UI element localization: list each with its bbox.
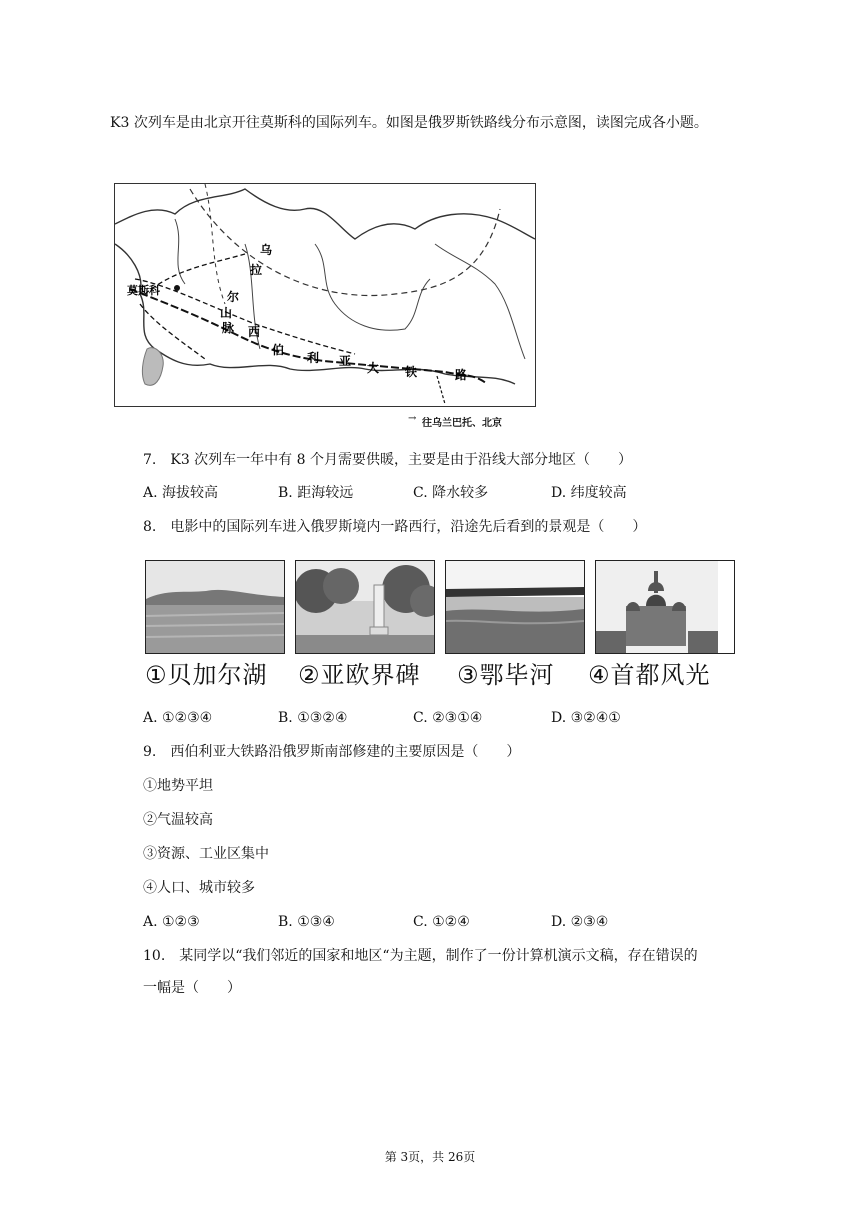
map-label: 伯: [272, 343, 285, 357]
q7-option-d[interactable]: D. 纬度较高: [551, 485, 627, 501]
map-label: 乌: [260, 243, 273, 257]
map-drawing: [115, 184, 535, 406]
q7-option-a[interactable]: A. 海拔较高: [143, 485, 219, 501]
photo-europe-asia-monument: [295, 560, 435, 654]
question-7-stem: 7. K3 次列车一年中有 8 个月需要供暖，主要是由于沿线大部分地区（ ）: [143, 452, 632, 468]
q9-item-1: ①地势平坦: [143, 778, 213, 794]
map-label-moscow: 莫斯科: [127, 284, 160, 297]
q9-option-c[interactable]: C. ①②④: [413, 914, 470, 930]
map-label: 西: [248, 325, 261, 339]
q9-option-b[interactable]: B. ①③④: [278, 914, 335, 930]
photo-baikal-lake: [145, 560, 285, 654]
question-9-stem: 9. 西伯利亚大铁路沿俄罗斯南部修建的主要原因是（ ）: [143, 744, 521, 760]
caption-3: ③鄂毕河: [457, 661, 555, 689]
map-label: 利: [307, 351, 320, 365]
map-label: 铁: [405, 365, 418, 379]
map-label: 山: [220, 306, 233, 320]
map-label: 大: [367, 361, 380, 375]
q8-option-c[interactable]: C. ②③①④: [413, 710, 483, 726]
intro-text: K3 次列车是由北京开往莫斯科的国际列车。如图是俄罗斯铁路线分布示意图，读图完成各小题。: [110, 115, 708, 131]
q7-option-c[interactable]: C. 降水较多: [413, 485, 489, 501]
map-label: 脉: [222, 321, 235, 335]
question-8-stem: 8. 电影中的国际列车进入俄罗斯境内一路西行，沿途先后看到的景观是（ ）: [143, 519, 647, 535]
q7-option-b[interactable]: B. 距海较远: [278, 485, 354, 501]
map-label: 拉: [250, 263, 263, 277]
russia-railway-map: [114, 183, 536, 407]
arrow-icon: →: [408, 413, 417, 424]
moscow-dot: [174, 285, 180, 291]
q9-item-2: ②气温较高: [143, 812, 213, 828]
caption-4: ④首都风光: [588, 661, 711, 689]
q9-item-3: ③资源、工业区集中: [143, 846, 269, 862]
q8-option-a[interactable]: A. ①②③④: [143, 710, 213, 726]
map-label: 尔: [227, 290, 240, 304]
q9-item-4: ④人口、城市较多: [143, 880, 255, 896]
page-footer: 第 3页，共 26页: [384, 1150, 476, 1164]
photo-ob-river: [445, 560, 585, 654]
question-10-stem-line2: 一幅是（ ）: [143, 980, 241, 996]
arrow-caption: 往乌兰巴托、北京: [422, 418, 502, 429]
q8-option-b[interactable]: B. ①③②④: [278, 710, 348, 726]
map-label: 亚: [339, 354, 352, 368]
map-label: 路: [455, 368, 468, 382]
q9-option-a[interactable]: A. ①②③: [143, 914, 200, 930]
q9-option-d[interactable]: D. ②③④: [551, 914, 609, 930]
photo-moscow-cathedral: [595, 560, 735, 654]
caption-2: ②亚欧界碑: [298, 661, 421, 689]
caption-1: ①贝加尔湖: [145, 661, 268, 689]
q8-option-d[interactable]: D. ③②④①: [551, 710, 621, 726]
question-10-stem-line1: 10. 某同学以“我们邻近的国家和地区“为主题，制作了一份计算机演示文稿，存在错误的: [143, 948, 698, 964]
